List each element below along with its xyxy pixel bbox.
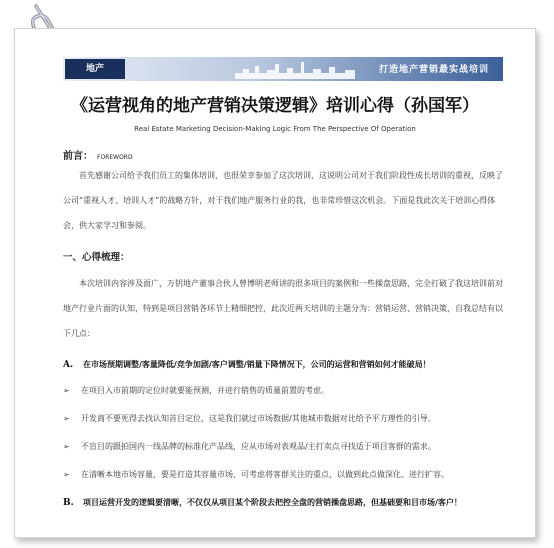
summary-paragraph: 本次培训内容涉及面广，万钥地产董事合伙人曾博明老师讲的很多项目的案例和一些操盘思路，完全打破了我这培训前对地产行业片面的认知，特到是项目营销各环节上精细把控，此次近两天培训的主题分为：营销运营、营销决策，自我总结有以下几点： bbox=[63, 279, 503, 338]
point-a-marker: A. bbox=[63, 360, 74, 370]
point-a-text: 在市场预期调整/客量降低/竞争加剧/客户调整/销量下降情况下，公司的运营和营销如何才能破局！ bbox=[83, 360, 431, 369]
arrow-bullet-icon: ➢ bbox=[63, 414, 70, 423]
company-logo: 地产 bbox=[65, 59, 125, 79]
list-item: ➢ 在项目入市前期的定位时就要能预测，并进行销售的质量前置的考虑。 bbox=[63, 386, 329, 395]
point-b bbox=[63, 497, 508, 508]
header-banner bbox=[63, 57, 503, 81]
city-skyline-icon bbox=[235, 61, 355, 79]
point-b-text: 项目运营开发的逻辑要清晰，不仅仅从项目某个阶段去把控全盘的营销操盘思路，但基础要和目市场/客户！ bbox=[83, 498, 462, 507]
page-title: 《运营视角的地产营销决策逻辑》培训心得（孙国军） bbox=[71, 96, 479, 116]
list-item: ➢ 不盲目的跟拍国内一线品牌的标准化产品线，应从市场对表观品/主打卖点寻找适于项目客群的需求。 bbox=[63, 442, 436, 451]
document-page bbox=[14, 28, 536, 538]
arrow-bullet-icon: ➢ bbox=[63, 386, 70, 395]
point-b-marker: B. bbox=[63, 498, 74, 508]
intro-paragraph: 首先感谢公司给予我们员工的集体培训，也很荣幸参加了这次培训，这说明公司对于我们阶段性成长培训的重视，反映了公司“重视人才、培训人才”的战略方针，对于我们地产服务行业的我，也非常珍惜这次机会。下面是我此次关于培训心得体会，供大家学习和参阅。 bbox=[63, 171, 503, 230]
point-a bbox=[63, 359, 508, 370]
preface-label: 前言： bbox=[63, 151, 93, 162]
list-item: ➢ 开发商不要死得去找认知首目定位，这是我们就过市场数据/其他城市数据对比给予平方理性的引导。 bbox=[63, 414, 436, 423]
list-item: ➢ 在清晰本地市场容量，要是打造其容量市场，可考虑将客群关注的重点，以做到此点做深化、进行扩容。 bbox=[63, 470, 449, 479]
banner-slogan: 打造地产营销最实战培训 bbox=[378, 65, 489, 75]
arrow-bullet-icon: ➢ bbox=[63, 470, 70, 479]
preface-heading bbox=[63, 147, 133, 162]
preface-english: FOREWORD bbox=[97, 154, 133, 161]
arrow-bullet-icon: ➢ bbox=[63, 442, 70, 451]
page-subtitle: Real Estate Marketing Decision-Making Logic From The Perspective Of Operation bbox=[134, 125, 416, 133]
section-heading: 一、心得梳理： bbox=[63, 252, 130, 263]
